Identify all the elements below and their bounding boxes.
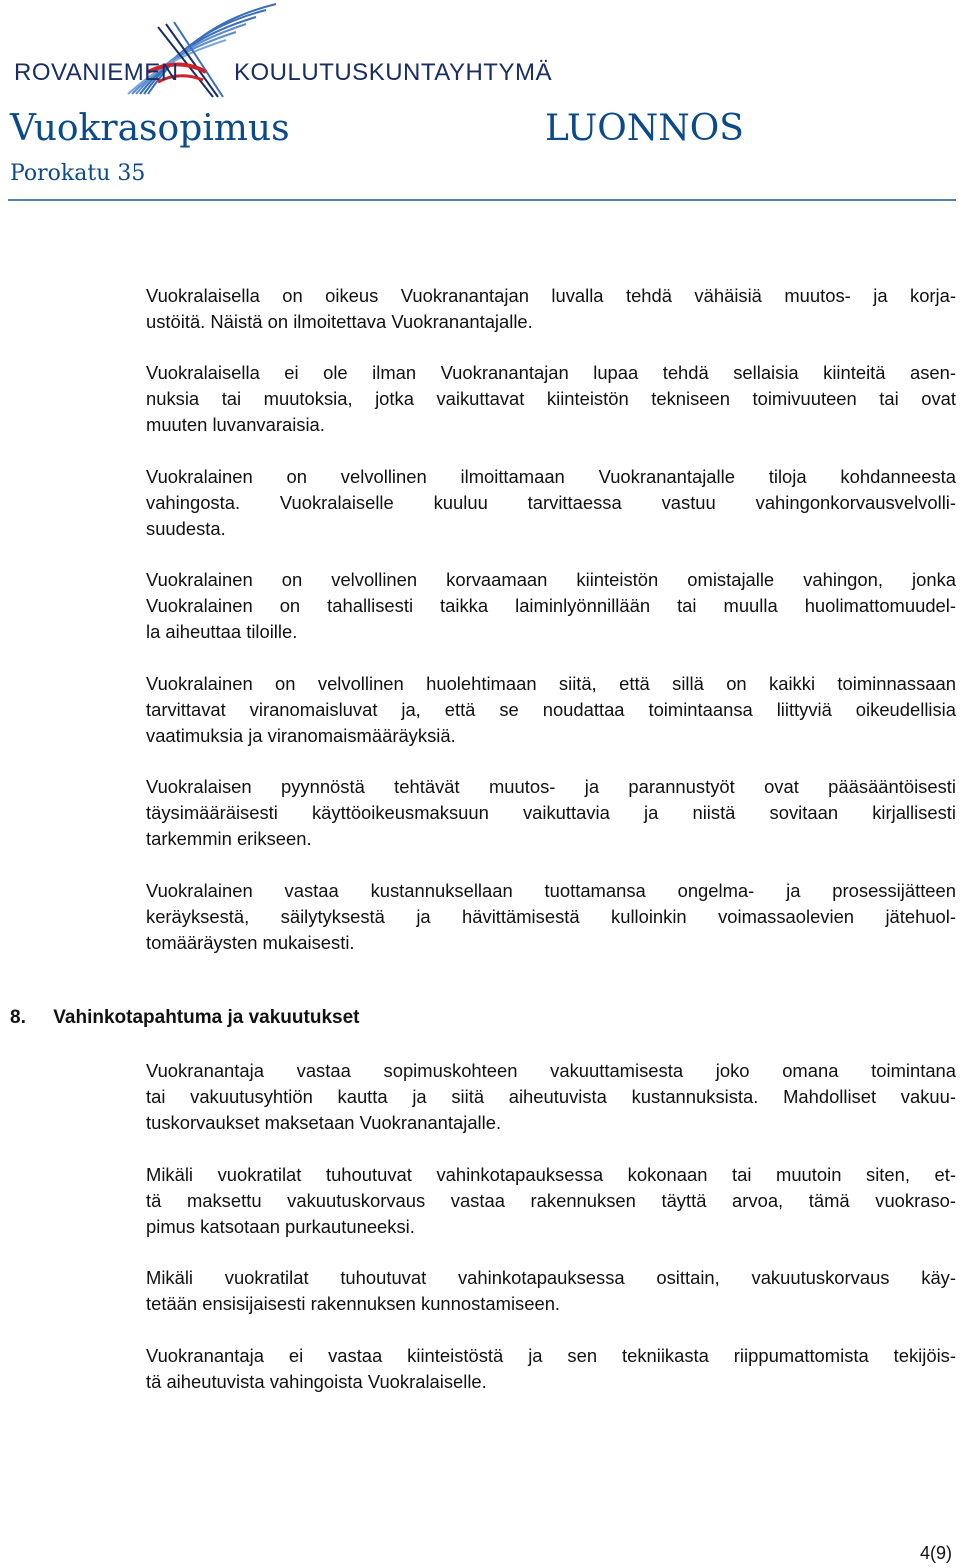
paragraph xyxy=(146,1343,956,1395)
text-line: Vuokralainen on tahallisesti taikka laiminlyönnillään tai muulla huolimattomuudel- xyxy=(146,595,956,616)
text-line: Mikäli vuokratilat tuhoutuvat vahinkotapauksessa kokonaan tai muutoin siten, et- xyxy=(146,1164,956,1185)
text-line: nuksia tai muutoksia, jotka vaikuttavat kiinteistön tekniseen toimivuuteen tai ovat xyxy=(146,388,956,409)
text-line: muuten luvanvaraisia. xyxy=(146,414,325,435)
text-line: Vuokralainen vastaa kustannuksellaan tuottamansa ongelma- ja prosessijätteen xyxy=(146,880,956,901)
text-line: Vuokralainen on velvollinen huolehtimaan siitä, että sillä on kaikki toiminnassaan xyxy=(146,673,956,694)
document-title: Vuokrasopimus xyxy=(10,108,290,149)
section-number: 8. xyxy=(10,1007,26,1028)
text-line: Vuokralainen on velvollinen korvaamaan kiinteistön omistajalle vahingon, jonka xyxy=(146,569,956,590)
text-line: tuskorvaukset maksetaan Vuokranantajalle. xyxy=(146,1112,502,1133)
paragraph xyxy=(146,1058,956,1136)
paragraph xyxy=(146,283,956,335)
text-line: la aiheuttaa tiloille. xyxy=(146,621,298,642)
text-line: tetään ensisijaisesti rakennuksen kunnostamiseen. xyxy=(146,1293,561,1314)
organization-logo xyxy=(8,2,552,102)
text-line: tarkemmin erikseen. xyxy=(146,828,312,849)
page-number: 4(9) xyxy=(919,1543,952,1563)
text-line: täysimääräisesti käyttöoikeusmaksuun vaikuttavia ja niistä sovitaan kirjallisesti xyxy=(146,802,956,823)
text-line: pimus katsotaan purkautuneeksi. xyxy=(146,1216,415,1237)
text-line: Vuokralaisella ei ole ilman Vuokranantajan lupaa tehdä sellaisia kiinteitä asen- xyxy=(146,362,956,383)
paragraph xyxy=(146,774,956,852)
paragraph xyxy=(146,1162,956,1240)
text-line: Vuokranantaja ei vastaa kiinteistöstä ja sen tekniikasta riippumattomista tekijöis- xyxy=(146,1345,956,1366)
text-line: vaatimuksia ja viranomaismääräyksiä. xyxy=(146,725,456,746)
paragraph xyxy=(146,671,956,749)
logo-emblem-icon xyxy=(8,2,508,102)
text-line: Vuokralaisella on oikeus Vuokranantajan luvalla tehdä vähäisiä muutos- ja korja- xyxy=(146,285,956,306)
paragraph xyxy=(146,360,956,438)
text-line: Vuokralainen on velvollinen ilmoittamaan Vuokranantajalle tiloja kohdanneesta xyxy=(146,466,956,487)
header-divider xyxy=(8,199,956,201)
section-heading xyxy=(10,1007,359,1029)
logo-text-left: ROVANIEMEN xyxy=(14,59,179,86)
section-title: Vahinkotapahtuma ja vakuutukset xyxy=(53,1007,360,1028)
text-line: tomääräysten mukaisesti. xyxy=(146,932,355,953)
text-line: tai vakuutusyhtiön kautta ja siitä aiheutuvista kustannuksista. Mahdolliset vakuu- xyxy=(146,1086,956,1107)
text-line: vahingosta. Vuokralaiselle kuuluu tarvittaessa vastuu vahingonkorvausvelvolli- xyxy=(146,492,956,513)
text-line: tä maksettu vakuutuskorvaus vastaa rakennuksen täyttä arvoa, tämä vuokraso- xyxy=(146,1190,956,1211)
text-line: Vuokranantaja vastaa sopimuskohteen vakuuttamisesta joko omana toimintana xyxy=(146,1060,956,1081)
document-status: LUONNOS xyxy=(545,108,744,149)
text-line: ustöitä. Näistä on ilmoitettava Vuokranantajalle. xyxy=(146,311,533,332)
text-line: Vuokralaisen pyynnöstä tehtävät muutos- ja parannustyöt ovat pääsääntöisesti xyxy=(146,776,956,797)
text-line: Mikäli vuokratilat tuhoutuvat vahinkotapauksessa osittain, vakuutuskorvaus käy- xyxy=(146,1267,956,1288)
logo-text-right: KOULUTUSKUNTAYHTYMÄ xyxy=(234,59,552,86)
text-line: keräyksestä, säilytyksestä ja hävittämisestä kulloinkin voimassaolevien jätehuol- xyxy=(146,906,956,927)
document-subtitle: Porokatu 35 xyxy=(10,161,146,186)
paragraph xyxy=(146,464,956,542)
paragraph xyxy=(146,878,956,956)
paragraph xyxy=(146,1265,956,1317)
text-line: tarvittavat viranomaisluvat ja, että se noudattaa toimintaansa liittyviä oikeudellisia xyxy=(146,699,956,720)
text-line: tä aiheutuvista vahingoista Vuokralaiselle. xyxy=(146,1371,487,1392)
paragraph xyxy=(146,567,956,645)
text-line: suudesta. xyxy=(146,518,226,539)
